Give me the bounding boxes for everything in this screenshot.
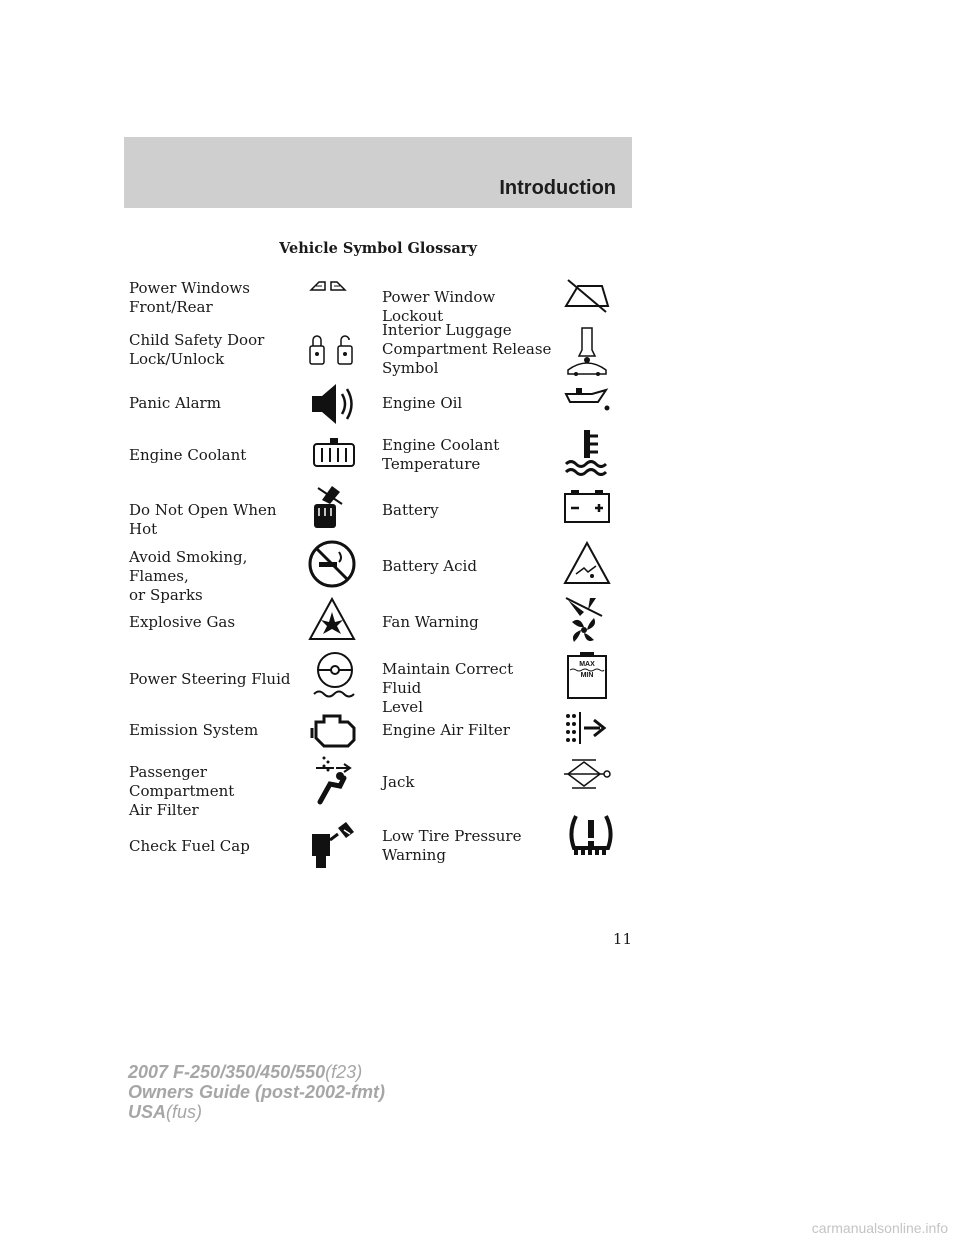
label-engine-coolant-temperature: Engine Coolant Temperature [382, 436, 500, 473]
min-mark: MIN [580, 672, 594, 679]
power-windows-icon [307, 276, 357, 324]
passenger-air-filter-icon [310, 754, 360, 808]
low-tire-pressure-icon [566, 812, 616, 858]
footer-market-code: (fus) [166, 1102, 203, 1122]
label-interior-luggage-release: Interior Luggage Compartment Release Symbol [382, 321, 552, 377]
engine-coolant-icon [310, 436, 360, 470]
engine-air-filter-icon [562, 708, 612, 750]
label-child-safety-door: Child Safety Door Lock/Unlock [129, 331, 265, 368]
label-power-window-lockout: Power Window Lockout [382, 288, 496, 325]
label-fan-warning: Fan Warning [382, 613, 479, 631]
label-battery-acid: Battery Acid [382, 557, 477, 575]
section-title: Introduction [499, 177, 616, 199]
do-not-open-hot-icon [308, 482, 358, 530]
label-battery: Battery [382, 501, 439, 519]
label-jack: Jack [382, 773, 415, 791]
no-smoking-icon [307, 538, 357, 590]
child-safety-lock-icon [307, 330, 357, 378]
engine-oil-icon [562, 384, 612, 414]
explosive-gas-icon [307, 596, 357, 642]
footer-guide: Owners Guide (post-2002-fmt) [128, 1082, 386, 1102]
label-explosive-gas: Explosive Gas [129, 613, 236, 631]
label-engine-air-filter: Engine Air Filter [382, 721, 510, 739]
battery-acid-icon [562, 540, 612, 586]
jack-icon [562, 758, 612, 790]
battery-icon [562, 488, 612, 524]
label-panic-alarm: Panic Alarm [129, 394, 221, 412]
emission-system-icon [310, 710, 360, 750]
label-power-windows: Power Windows Front/Rear [129, 279, 250, 316]
label-emission-system: Emission System [129, 721, 259, 739]
check-fuel-cap-icon [308, 820, 358, 870]
label-do-not-open-when-hot: Do Not Open When Hot [129, 501, 277, 538]
label-check-fuel-cap: Check Fuel Cap [129, 837, 250, 855]
section-header [124, 137, 632, 208]
footer-model: 2007 F-250/350/450/550 [128, 1062, 326, 1082]
watermark: carmanualsonline.info [811, 1220, 948, 1236]
luggage-release-icon [562, 326, 612, 378]
power-steering-fluid-icon [310, 650, 360, 702]
page-number: 11 [612, 930, 632, 948]
label-maintain-fluid-level: Maintain Correct Fluid Level [382, 660, 514, 716]
label-passenger-air-filter: Passenger Compartment Air Filter [129, 763, 235, 819]
label-low-tire-pressure: Low Tire Pressure Warning [382, 827, 522, 864]
power-window-lockout-icon [562, 274, 612, 322]
label-engine-oil: Engine Oil [382, 394, 463, 412]
max-mark: MAX [579, 661, 595, 668]
panic-alarm-icon [310, 380, 360, 428]
label-power-steering-fluid: Power Steering Fluid [129, 670, 291, 688]
document-footer [128, 1062, 385, 1122]
glossary-title: Vehicle Symbol Glossary [279, 240, 477, 257]
label-engine-coolant: Engine Coolant [129, 446, 247, 464]
footer-model-code: (f23) [325, 1062, 363, 1082]
fluid-level-icon [562, 650, 612, 700]
footer-market: USA [128, 1102, 167, 1122]
label-avoid-smoking: Avoid Smoking, Flames, or Sparks [129, 548, 248, 604]
coolant-temperature-icon [562, 428, 612, 476]
fan-warning-icon [562, 594, 612, 644]
